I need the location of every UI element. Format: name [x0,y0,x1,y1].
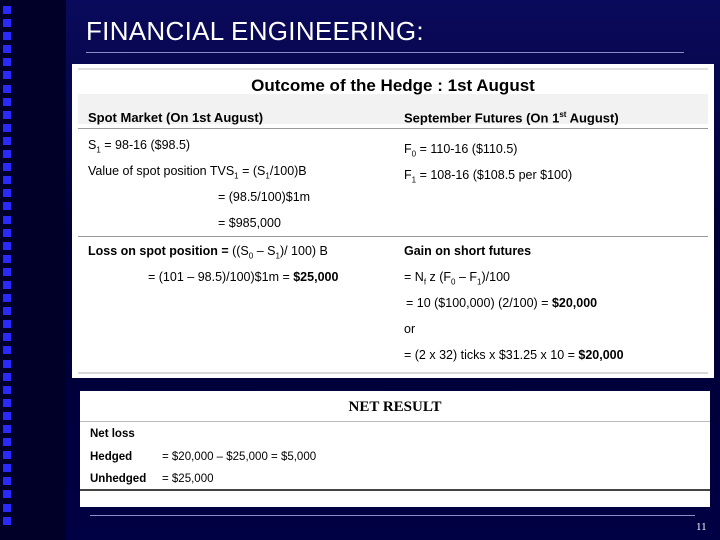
decorative-square [3,163,11,171]
decorative-square [3,189,11,197]
decorative-square [3,229,11,237]
decorative-square [3,85,11,93]
left-decorative-strip [0,0,66,540]
unhedged-label: Unhedged [90,473,147,485]
gain-on-futures-label: Gain on short futures [404,244,532,258]
spot-s1-line: $S_1 = 98-16$ ($98.5) [88,138,191,155]
decorative-square [3,202,11,210]
decorative-square [3,150,11,158]
futures-f0-line: $F_0 = 110-16$ ($110.5) [404,142,518,159]
decorative-square [3,320,11,328]
decorative-square [3,45,11,53]
decorative-square [3,242,11,250]
decorative-square [3,464,11,472]
decorative-square [3,477,11,485]
decorative-square [3,333,11,341]
hedged-value: = $20,000 – $25,000 = $5,000 [162,451,317,463]
decorative-square [3,451,11,459]
decorative-square [3,111,11,119]
loss-calculation: = (101 – 98.5)/100)$1m = $25,000 [148,270,339,284]
decorative-square [3,425,11,433]
futures-f1-line: $F_1 = 108-16$ ($108.5 per $100) [404,168,573,185]
section-divider [78,236,708,237]
decorative-square [3,6,11,14]
page-number: 11 [696,521,707,533]
futures-header: September Futures (On 1st August) [404,110,619,126]
decorative-square [3,490,11,498]
net-result-title: NET RESULT [348,399,442,415]
hedge-outcome-panel [72,64,714,378]
title-divider [86,52,684,53]
decorative-square [3,124,11,132]
gain-formula: = $N_f$ z $(F_0 - F_1)/100$ [404,270,510,287]
net-loss-label: Net loss [90,428,135,440]
decorative-square [3,360,11,368]
decorative-square [3,58,11,66]
decorative-square [3,346,11,354]
decorative-square [3,294,11,302]
decorative-square [3,255,11,263]
spot-eq1-line: = (98.5/100)$1m [218,190,311,204]
net-result-top-divider [80,421,710,422]
net-result-bottom-divider [80,489,710,491]
spot-market-header: Spot Market (On 1st August) [88,110,264,125]
decorative-square [3,281,11,289]
bullet-squares-column [3,6,15,530]
gain-calculation: = 10 ($100,000) (2/100) = $20,000 [406,296,598,310]
spot-value-line: Value of spot position $TVS_1 = (S_1/100)B$ [88,164,307,181]
decorative-square [3,176,11,184]
decorative-square [3,137,11,145]
decorative-square [3,412,11,420]
decorative-square [3,32,11,40]
decorative-square [3,307,11,315]
decorative-square [3,386,11,394]
loss-on-spot-label: Loss on spot position = ($(S_0 - S_1)/$ 100) B [88,244,328,261]
decorative-square [3,373,11,381]
unhedged-value: = $25,000 [162,473,214,485]
hedged-label: Hedged [90,451,133,463]
footer-divider [90,515,695,516]
slide-title: FINANCIAL ENGINEERING: [86,16,424,46]
hedge-outcome-title: Outcome of the Hedge : 1st August [251,76,535,95]
decorative-square [3,399,11,407]
decorative-square [3,71,11,79]
decorative-square [3,504,11,512]
decorative-square [3,98,11,106]
decorative-square [3,19,11,27]
header-divider [78,128,708,129]
gain-or-text: or [404,322,416,336]
gain-ticks-calculation: = (2 x 32) ticks x $31.25 x 10 = $20,000 [404,348,624,362]
decorative-square [3,517,11,525]
net-result-panel [80,391,710,507]
hedge-outcome-table [78,68,708,374]
decorative-square [3,268,11,276]
decorative-square [3,438,11,446]
spot-eq2-line: = $985,000 [218,216,281,230]
decorative-square [3,216,11,224]
